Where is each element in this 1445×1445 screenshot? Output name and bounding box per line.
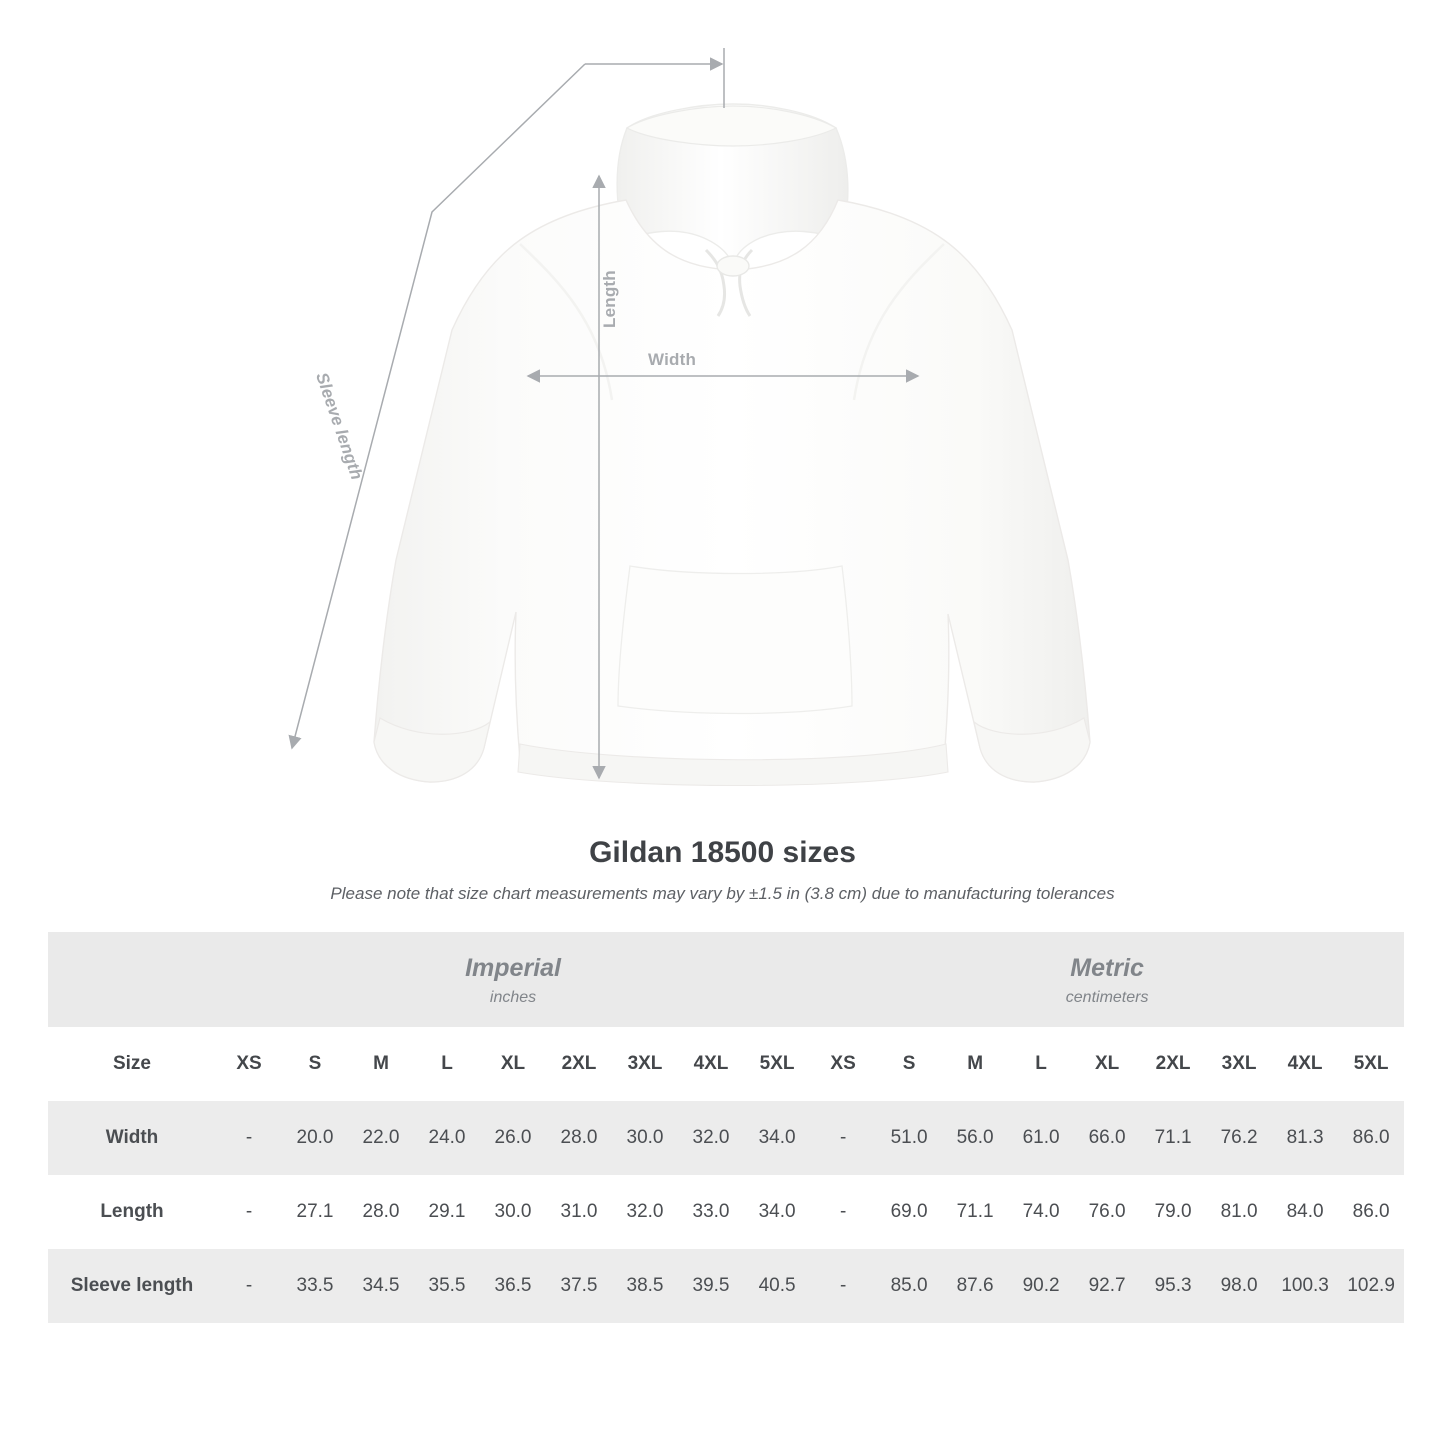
table-row	[48, 1101, 1404, 1175]
length-imperial-xl: 30.0	[480, 1175, 546, 1249]
metric-unit-name: Metric	[1070, 954, 1144, 982]
size-header-metric-5: 2XL	[1140, 1027, 1206, 1101]
size-header-imperial-3: L	[414, 1027, 480, 1101]
title-block	[0, 836, 1445, 904]
length-metric-2xl: 79.0	[1140, 1175, 1206, 1249]
width-imperial-2xl: 28.0	[546, 1101, 612, 1175]
width-imperial-l: 24.0	[414, 1101, 480, 1175]
garment-shape	[374, 104, 1090, 786]
tolerance-note: Please note that size chart measurements may vary by ±1.5 in (3.8 cm) due to manufacturing tolerances	[330, 884, 1115, 903]
size-header-row	[48, 1027, 1404, 1101]
width-metric-xs: -	[810, 1101, 876, 1175]
width-imperial-xl: 26.0	[480, 1101, 546, 1175]
sleeve-metric-l: 90.2	[1008, 1249, 1074, 1323]
width-metric-xl: 66.0	[1074, 1101, 1140, 1175]
width-imperial-4xl: 32.0	[678, 1101, 744, 1175]
width-metric-3xl: 76.2	[1206, 1101, 1272, 1175]
width-imperial-m: 22.0	[348, 1101, 414, 1175]
size-header-imperial-6: 3XL	[612, 1027, 678, 1101]
width-label: Width	[648, 350, 697, 369]
size-header-metric-4: XL	[1074, 1027, 1140, 1101]
sleeve-imperial-2xl: 37.5	[546, 1249, 612, 1323]
sleeve-imperial-l: 35.5	[414, 1249, 480, 1323]
width-metric-2xl: 71.1	[1140, 1101, 1206, 1175]
width-imperial-3xl: 30.0	[612, 1101, 678, 1175]
width-metric-5xl: 86.0	[1338, 1101, 1404, 1175]
length-imperial-3xl: 32.0	[612, 1175, 678, 1249]
sleeve-metric-5xl: 102.9	[1338, 1249, 1404, 1323]
size-header-imperial-4: XL	[480, 1027, 546, 1101]
width-metric-l: 61.0	[1008, 1101, 1074, 1175]
length-label: Length	[600, 270, 619, 328]
length-imperial-m: 28.0	[348, 1175, 414, 1249]
metric-unit-header	[810, 932, 1404, 1027]
sleeve-imperial-4xl: 39.5	[678, 1249, 744, 1323]
length-imperial-l: 29.1	[414, 1175, 480, 1249]
row-label-width: Width	[48, 1101, 216, 1175]
width-imperial-5xl: 34.0	[744, 1101, 810, 1175]
size-table-wrapper	[48, 932, 1397, 1323]
length-metric-xl: 76.0	[1074, 1175, 1140, 1249]
size-header-metric-1: S	[876, 1027, 942, 1101]
imperial-unit-header	[216, 932, 810, 1027]
size-header-metric-6: 3XL	[1206, 1027, 1272, 1101]
size-header-metric-2: M	[942, 1027, 1008, 1101]
length-metric-s: 69.0	[876, 1175, 942, 1249]
length-metric-l: 74.0	[1008, 1175, 1074, 1249]
sleeve-metric-3xl: 98.0	[1206, 1249, 1272, 1323]
size-table	[48, 932, 1404, 1323]
length-metric-5xl: 86.0	[1338, 1175, 1404, 1249]
row-label-sleeve-length: Sleeve length	[48, 1249, 216, 1323]
page-title: Gildan 18500 sizes	[589, 836, 856, 869]
length-metric-xs: -	[810, 1175, 876, 1249]
unit-header-row	[48, 932, 1404, 1027]
width-metric-m: 56.0	[942, 1101, 1008, 1175]
length-imperial-4xl: 33.0	[678, 1175, 744, 1249]
length-metric-4xl: 84.0	[1272, 1175, 1338, 1249]
size-header-metric-0: XS	[810, 1027, 876, 1101]
size-column-label: Size	[48, 1027, 216, 1101]
table-row	[48, 1249, 1404, 1323]
metric-unit-sub: centimeters	[1065, 989, 1149, 1006]
sleeve-metric-xl: 92.7	[1074, 1249, 1140, 1323]
sleeve-imperial-m: 34.5	[348, 1249, 414, 1323]
unit-spacer-cell	[48, 932, 216, 1027]
imperial-unit-name: Imperial	[465, 954, 561, 982]
size-header-imperial-1: S	[282, 1027, 348, 1101]
sleeve-imperial-3xl: 38.5	[612, 1249, 678, 1323]
row-label-length: Length	[48, 1175, 216, 1249]
size-header-imperial-5: 2XL	[546, 1027, 612, 1101]
size-header-metric-7: 4XL	[1272, 1027, 1338, 1101]
sleeve-metric-xs: -	[810, 1249, 876, 1323]
length-imperial-xs: -	[216, 1175, 282, 1249]
sleeve-metric-s: 85.0	[876, 1249, 942, 1323]
width-metric-s: 51.0	[876, 1101, 942, 1175]
imperial-unit-sub: inches	[489, 989, 537, 1006]
length-imperial-2xl: 31.0	[546, 1175, 612, 1249]
size-header-metric-8: 5XL	[1338, 1027, 1404, 1101]
sleeve-metric-m: 87.6	[942, 1249, 1008, 1323]
size-header-imperial-7: 4XL	[678, 1027, 744, 1101]
sleeve-imperial-xs: -	[216, 1249, 282, 1323]
table-row	[48, 1175, 1404, 1249]
sleeve-metric-2xl: 95.3	[1140, 1249, 1206, 1323]
length-imperial-5xl: 34.0	[744, 1175, 810, 1249]
width-imperial-s: 20.0	[282, 1101, 348, 1175]
width-metric-4xl: 81.3	[1272, 1101, 1338, 1175]
sleeve-imperial-s: 33.5	[282, 1249, 348, 1323]
size-header-metric-3: L	[1008, 1027, 1074, 1101]
length-imperial-s: 27.1	[282, 1175, 348, 1249]
length-metric-3xl: 81.0	[1206, 1175, 1272, 1249]
size-header-imperial-8: 5XL	[744, 1027, 810, 1101]
sleeve-metric-4xl: 100.3	[1272, 1249, 1338, 1323]
size-header-imperial-0: XS	[216, 1027, 282, 1101]
width-imperial-xs: -	[216, 1101, 282, 1175]
size-header-imperial-2: M	[348, 1027, 414, 1101]
sleeve-imperial-xl: 36.5	[480, 1249, 546, 1323]
length-metric-m: 71.1	[942, 1175, 1008, 1249]
sleeve-length-label: Sleeve length	[312, 370, 367, 483]
sleeve-imperial-5xl: 40.5	[744, 1249, 810, 1323]
